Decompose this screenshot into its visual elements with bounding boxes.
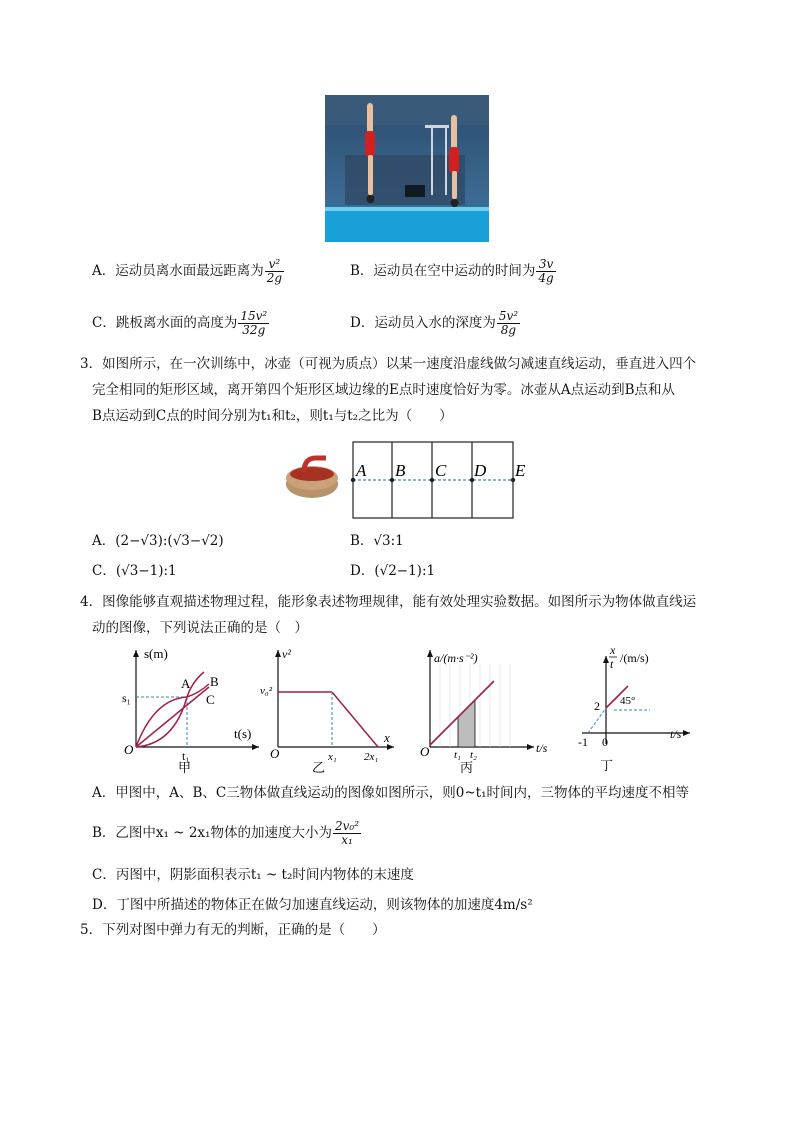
point-c-label: C — [435, 461, 447, 480]
yi-x2: 2x₁ — [364, 751, 379, 763]
jia-xlabel: t(s) — [234, 726, 252, 741]
point-e-label: E — [515, 461, 526, 480]
bing-t2: t₂ — [470, 749, 477, 761]
yi-caption: 乙 — [312, 760, 326, 775]
jia-label-a: A — [181, 676, 191, 691]
q4-stem-line2: 动的图像，下列说法正确的是（ ） — [92, 620, 308, 636]
q3-option-c: C．(√3−1):1 — [92, 563, 177, 579]
curling-stone-icon — [286, 458, 338, 498]
ding-angle: 45° — [620, 695, 636, 707]
q3-option-d: D．(√2−1):1 — [350, 563, 436, 579]
q3-stem-line3: B点运动到C点的时间分别为t₁和t₂，则t₁与t₂之比为（ ） — [92, 408, 453, 424]
yi-v0: v₀² — [260, 685, 273, 697]
q4-option-b: B．乙图中x₁ ~ 2x₁物体的加速度大小为 $\frac{\text{2v₀²}}{\text{x₁}}$ — [92, 819, 360, 847]
bing-caption: 丙 — [460, 760, 474, 775]
point-a-label: A — [356, 461, 367, 480]
jia-origin: O — [124, 742, 134, 757]
q4-option-d: D．丁图中所描述的物体正在做匀加速直线运动，则该物体的加速度4m/s² — [92, 897, 533, 913]
curling-figure — [282, 438, 526, 522]
q3-stem-line1: 3．如图所示，在一次训练中，冰壶（可视为质点）以某一速度沿虚线做匀减速直线运动，垂直进入四个 — [80, 356, 697, 372]
ding-caption: 丁 — [600, 758, 614, 773]
diving-photo — [325, 95, 489, 242]
ding-ylabel-unit: /(m/s) — [620, 651, 649, 665]
graph-jia — [124, 644, 264, 774]
graph-yi — [258, 644, 398, 774]
ding-ylabel-num: x — [610, 643, 616, 657]
ding-neg1: -1 — [578, 735, 588, 749]
q4-option-a: A．甲图中，A、B、C三物体做直线运动的图像如图所示，则0~t₁时间内，三物体的平均速度不相等 — [92, 785, 689, 801]
jia-t1: t₁ — [182, 749, 190, 763]
q5-stem-line1: 5．下列对图中弹力有无的判断，正确的是（ ） — [80, 922, 386, 938]
point-d-label: D — [474, 461, 487, 480]
yi-x1: x₁ — [328, 751, 337, 763]
rectangles — [351, 442, 515, 518]
q4-option-c: C．丙图中，阴影面积表示t₁ ~ t₂时间内物体的末速度 — [92, 867, 414, 883]
jia-label-c: C — [206, 692, 215, 707]
bing-ylabel: a/(m·s⁻²) — [434, 651, 478, 665]
q3-option-b: B．√3:1 — [350, 533, 404, 549]
q2-option-c: C．跳板离水面的高度为 $\frac{\text{15v²}}{32g}$ — [92, 309, 268, 337]
q2-option-a: A．运动员离水面最远距离为 $\frac{\text{v²}}{2g}$ — [92, 257, 283, 285]
ding-zero: 0 — [602, 735, 608, 749]
yi-ylabel: v² — [282, 647, 291, 661]
q2-option-b: B．运动员在空中运动的时间为 $\frac{3v}{4g}$ — [350, 257, 554, 285]
q3-option-a: A．(2−√3):(√3−√2) — [92, 533, 224, 549]
point-b-label: B — [395, 461, 406, 480]
graph-bing — [420, 644, 560, 774]
ding-two: 2 — [594, 699, 600, 713]
bing-origin: O — [420, 744, 430, 759]
yi-origin: O — [270, 746, 280, 761]
bing-t1: t₁ — [454, 749, 461, 761]
q4-stem-line1: 4．图像能够直观描述物理过程，能形象表述物理规律，能有效处理实验数据。如图所示为物体做直线运 — [80, 594, 697, 610]
jia-s1: s₁ — [122, 691, 131, 705]
jia-caption: 甲 — [178, 760, 192, 775]
diving-photo-drawing — [325, 95, 489, 242]
jia-label-b: B — [210, 674, 219, 689]
ding-ylabel-den: t — [610, 657, 614, 671]
bing-xlabel: t/s — [536, 741, 548, 755]
graph-ding — [578, 640, 708, 774]
yi-xlabel: x — [384, 730, 390, 745]
q3-stem-line2: 完全相同的矩形区域，离开第四个矩形区域边缘的E点时速度恰好为零。冰壶从A点运动到B点和从 — [92, 382, 676, 398]
jia-ylabel: s(m) — [144, 646, 168, 661]
q2-option-d: D．运动员入水的深度为 $\frac{\text{5v²}}{8g}$ — [350, 309, 519, 337]
ding-xlabel: t/s — [670, 727, 682, 741]
